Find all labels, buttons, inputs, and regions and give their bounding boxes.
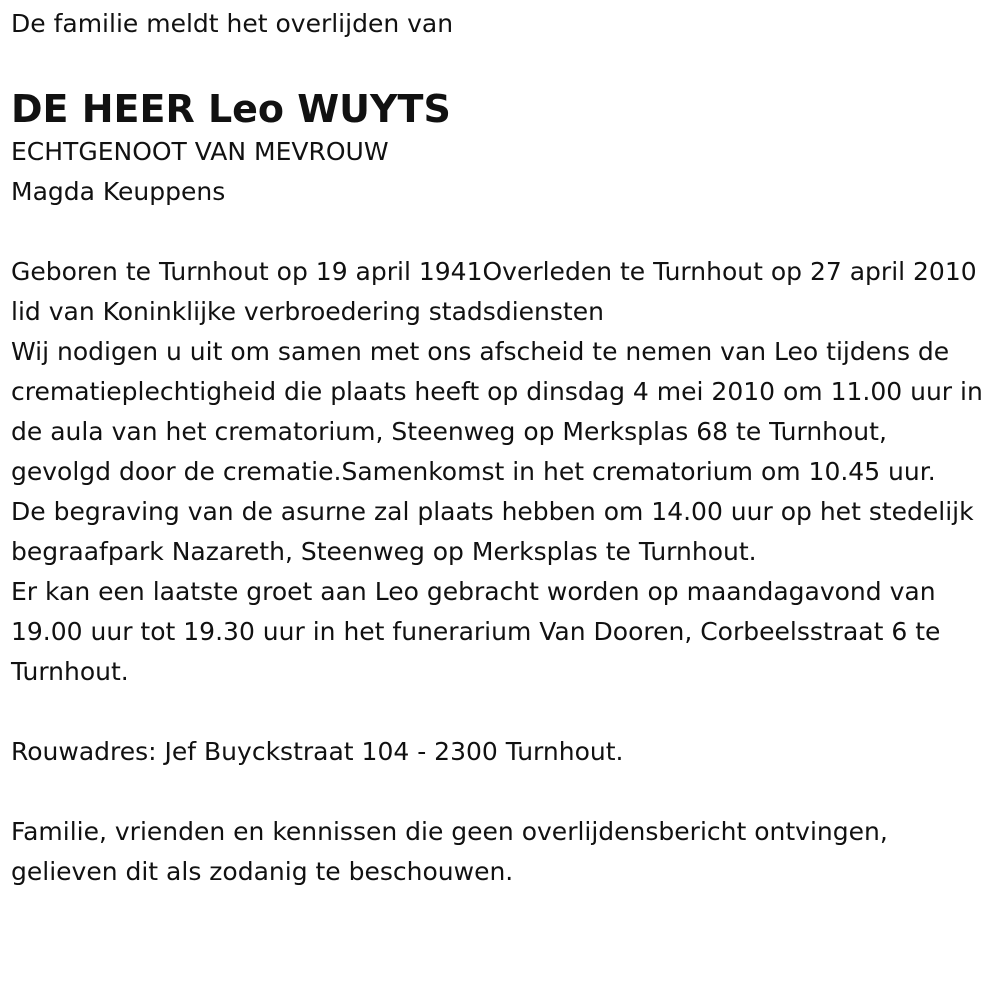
spouse-name: Magda Keuppens — [11, 177, 226, 206]
membership-info: lid van Koninklijke verbroedering stadsdiensten — [11, 297, 604, 326]
burial-info: De begraving van de asurne zal plaats hebben om 14.00 uur op het stedelijk begraafpark Nazareth, Steenweg op Merksplas te Turnhout. — [11, 497, 974, 566]
birth-death-info: Geboren te Turnhout op 19 april 1941Overleden te Turnhout op 27 april 2010 — [11, 257, 977, 286]
viewing-info: Er kan een laatste groet aan Leo gebracht worden op maandagavond van 19.00 uur tot 19.30 uur in het funerarium Van Dooren, Corbeelsstraat 6 te Turnhout. — [11, 577, 941, 686]
ceremony-info: Wij nodigen u uit om samen met ons afscheid te nemen van Leo tijdens de crematieplechtigheid die plaats heeft op dinsdag 4 mei 2010 om 11.00 uur in de aula van het crematorium, Steenweg op Merksplas 68 te Turnhout, gevolgd door de crematie.Samenkomst in het crematorium om 10.45 uur. — [11, 337, 983, 486]
spacer — [11, 772, 990, 812]
spacer — [11, 212, 990, 252]
spouse-title: ECHTGENOOT VAN MEVROUW — [11, 137, 389, 166]
closing-note: Familie, vrienden en kennissen die geen overlijdensbericht ontvingen, gelieven dit als zodanig te beschouwen. — [11, 817, 888, 886]
mourning-address: Rouwadres: Jef Buyckstraat 104 - 2300 Turnhout. — [11, 737, 624, 766]
deceased-name: DE HEER Leo WUYTS — [11, 87, 451, 131]
spacer — [11, 692, 990, 732]
intro-text: De familie meldt het overlijden van — [11, 9, 454, 38]
